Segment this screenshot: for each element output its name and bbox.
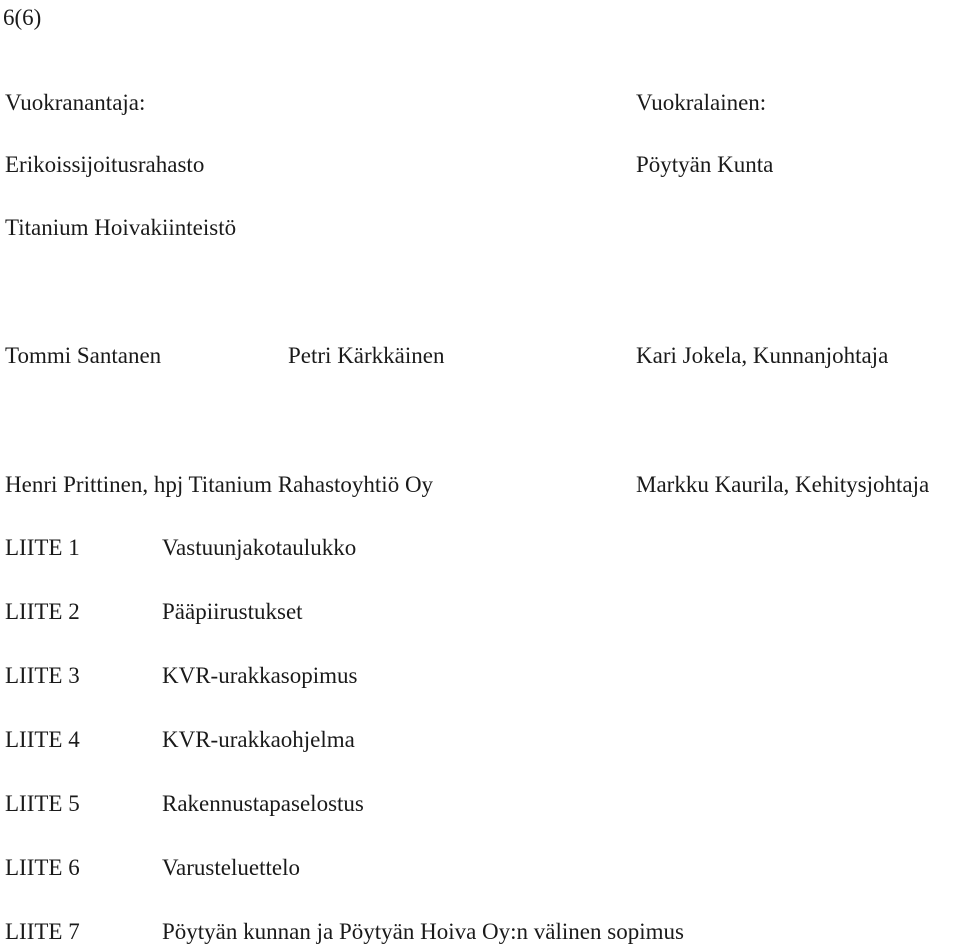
appendix-id: LIITE 1 bbox=[5, 535, 80, 560]
appendix-row bbox=[0, 792, 960, 822]
appendix-title: Rakennustapaselostus bbox=[162, 791, 364, 816]
appendix-title: Pääpiirustukset bbox=[162, 599, 303, 624]
page-number: 6(6) bbox=[3, 5, 42, 30]
lessor-name-line-2: Titanium Hoivakiinteistö bbox=[5, 215, 237, 240]
appendix-row bbox=[0, 664, 960, 694]
lessee-name: Pöytyän Kunta bbox=[636, 152, 774, 177]
signatory-markku-kaurila: Markku Kaurila, Kehitysjohtaja bbox=[636, 472, 930, 497]
appendix-id: LIITE 6 bbox=[5, 855, 80, 880]
appendix-id: LIITE 4 bbox=[5, 727, 80, 752]
appendix-row bbox=[0, 600, 960, 630]
appendix-title: KVR-urakkaohjelma bbox=[162, 727, 355, 752]
appendix-id: LIITE 5 bbox=[5, 791, 80, 816]
signatory-petri-karkkainen: Petri Kärkkäinen bbox=[288, 343, 445, 368]
signatory-tommi-santanen: Tommi Santanen bbox=[5, 343, 162, 368]
appendix-title: Vastuunjakotaulukko bbox=[162, 535, 357, 560]
appendix-id: LIITE 7 bbox=[5, 919, 80, 944]
appendix-title: Varusteluettelo bbox=[162, 855, 300, 880]
appendix-row bbox=[0, 536, 960, 566]
signatory-henri-prittinen: Henri Prittinen, hpj Titanium Rahastoyhtiö Oy bbox=[5, 472, 434, 497]
lessor-label: Vuokranantaja: bbox=[5, 90, 146, 115]
appendix-id: LIITE 3 bbox=[5, 663, 80, 688]
lessee-label: Vuokralainen: bbox=[636, 90, 767, 115]
appendix-id: LIITE 2 bbox=[5, 599, 80, 624]
appendix-title: Pöytyän kunnan ja Pöytyän Hoiva Oy:n välinen sopimus bbox=[162, 919, 684, 944]
appendix-title: KVR-urakkasopimus bbox=[162, 663, 358, 688]
signatory-kari-jokela: Kari Jokela, Kunnanjohtaja bbox=[636, 343, 889, 368]
appendix-row bbox=[0, 856, 960, 886]
lessor-name-line-1: Erikoissijoitusrahasto bbox=[5, 152, 205, 177]
appendix-row bbox=[0, 728, 960, 758]
